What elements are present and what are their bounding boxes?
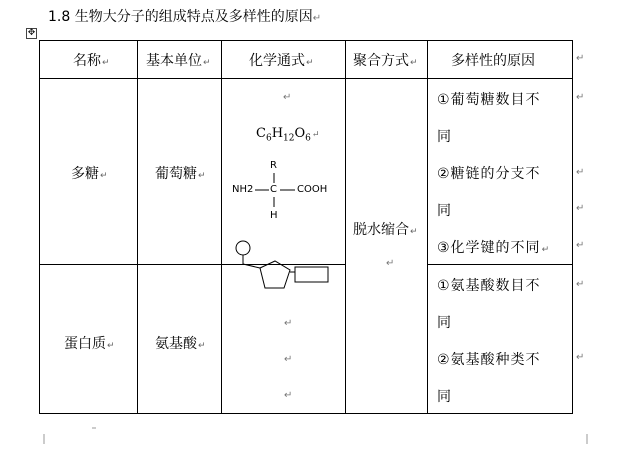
amino-cooh-group: COOH (297, 184, 328, 195)
amino-r-group: R (270, 160, 277, 171)
header-unit: 基本单位↵ (146, 53, 211, 69)
protein-diversity-line: 同 (437, 315, 452, 331)
page-corner-markers (38, 424, 598, 448)
row-end-mark: ↵ (576, 240, 585, 251)
protein-diversity-line: ②氨基酸种类不 (437, 352, 541, 368)
glucose-formula: $C_6H_{12}O_6↵$ (256, 126, 320, 144)
row-polysaccharide-unit: 葡萄糖↵ (155, 166, 206, 182)
row-protein-name: 蛋白质↵ (64, 336, 115, 352)
row-polysaccharide-name: 多糖↵ (71, 166, 108, 182)
row-protein-unit: 氨基酸↵ (155, 336, 206, 352)
paragraph-mark: ↵ (283, 92, 292, 103)
amino-acid-formula (229, 160, 341, 226)
paragraph-mark: ↵ (386, 258, 395, 269)
polysaccharide-diversity-line: ②糖链的分支不 (437, 166, 541, 182)
polymerization-method: 脱水缩合↵ (353, 222, 418, 238)
title-text: 1.8 生物大分子的组成特点及多样性的原因 (48, 9, 313, 25)
header-diversity: 多样性的原因 (451, 53, 535, 69)
paragraph-mark: ↵ (284, 318, 293, 329)
row-end-mark: ↵ (576, 53, 585, 64)
nucleotide-structure-icon (232, 238, 332, 294)
row-end-mark: ↵ (576, 92, 585, 103)
amino-alpha-carbon: C (270, 184, 277, 195)
paragraph-mark: ↵ (284, 390, 293, 401)
protein-diversity-line: ①氨基酸数目不 (437, 278, 541, 294)
row-end-mark: ↵ (576, 279, 585, 290)
amino-h-atom: H (270, 210, 278, 221)
row-end-mark: ↵ (576, 203, 585, 214)
polysaccharide-diversity-line: ①葡萄糖数目不 (437, 92, 541, 108)
header-polymerization: 聚合方式↵ (353, 53, 418, 69)
header-formula: 化学通式↵ (249, 53, 314, 69)
row-end-mark: ↵ (576, 352, 585, 363)
polysaccharide-diversity-line: 同 (437, 129, 452, 145)
header-name: 名称↵ (73, 53, 110, 69)
polysaccharide-diversity-line: 同 (437, 203, 452, 219)
row-end-mark: ↵ (576, 167, 585, 178)
table-move-handle-icon[interactable]: ✥ (27, 28, 36, 38)
protein-diversity-line: 同 (437, 389, 452, 405)
paragraph-mark: ↵ (284, 354, 293, 365)
amino-nh2-group: NH2 (232, 184, 254, 195)
polysaccharide-diversity-line: ③化学键的不同↵ (437, 240, 551, 256)
paragraph-mark: ↵ (312, 13, 322, 24)
